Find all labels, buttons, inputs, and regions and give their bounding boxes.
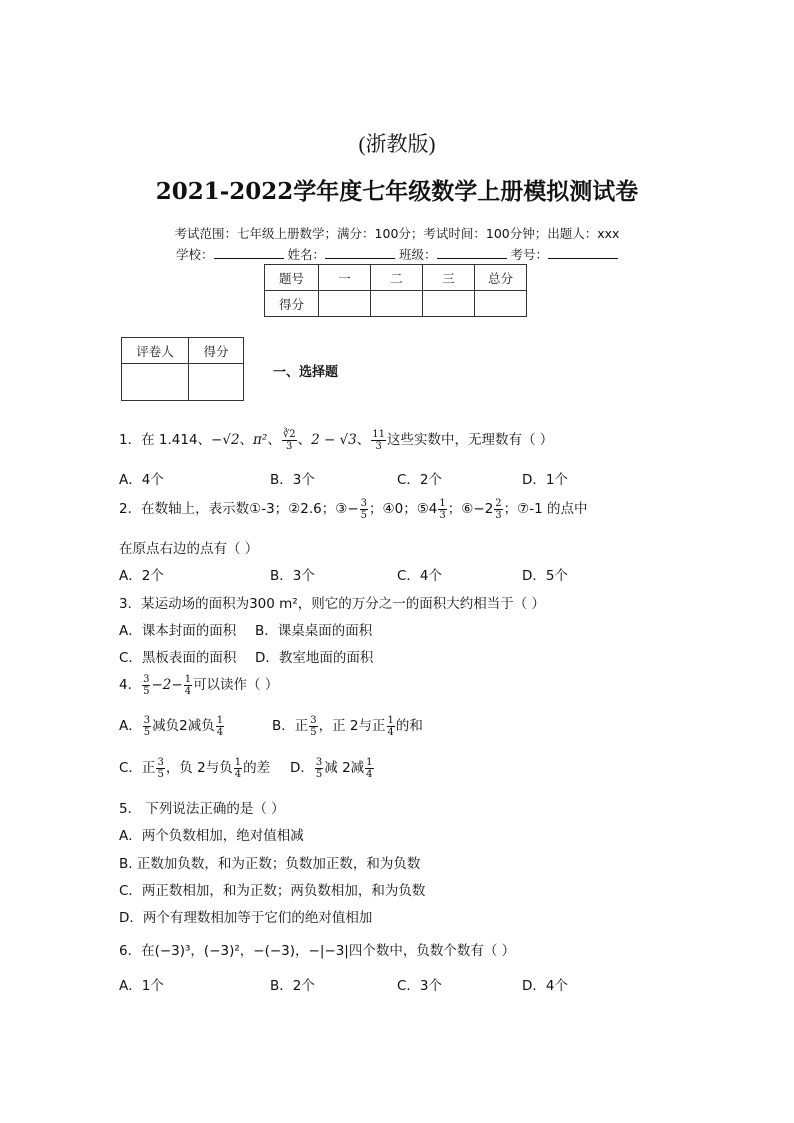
score-cell (423, 291, 475, 317)
q4-b-f2-den: 4 (387, 726, 394, 738)
grader-header: 评卷人 (122, 338, 189, 364)
q1-two-minus-sqrt3: 2 − √3 (311, 432, 357, 448)
q4-fraction-2 (184, 674, 192, 697)
q4-a-f1-num: 3 (143, 714, 151, 726)
score-header: 总分 (475, 265, 527, 291)
name-label: 姓名： (287, 247, 325, 262)
q3-option-d[interactable]: D．教室地面的面积 (255, 650, 374, 666)
q1-cbrt-num: ∛2 (282, 428, 296, 440)
q4-b-f1-num: 3 (310, 714, 317, 726)
q1-neg-sqrt2: −√2 (211, 432, 240, 448)
class-label: 班级： (398, 247, 437, 262)
student-info-row (0, 245, 794, 263)
section-title: 一、选择题 (273, 365, 339, 380)
q5-option-c[interactable]: C．两正数相加，和为正数；两负数相加，和为负数 (119, 883, 426, 899)
q4-c-f1-den: 5 (157, 768, 164, 780)
school-blank[interactable] (214, 246, 284, 259)
q4-option-b[interactable] (272, 714, 423, 738)
q4-a-f1-den: 5 (143, 726, 151, 738)
q2-f1-num: 3 (360, 497, 368, 509)
q5-option-a[interactable]: A．两个负数相加，绝对值相减 (119, 828, 304, 844)
q2-text: ；④0；⑤4 (369, 501, 438, 517)
question-5: 5． 下列说法正确的是（ ） (119, 801, 285, 817)
grader-cell (122, 364, 189, 401)
q1-sep: 、 (267, 432, 281, 448)
q3-option-a[interactable]: A．课本封面的面积 (119, 623, 237, 639)
q2-f1-den: 5 (360, 509, 368, 521)
q4-c-label: C．正 (119, 760, 156, 776)
q1-pi-squared: π² (253, 432, 268, 448)
q1-sep: 、 (239, 432, 254, 448)
school-label: 学校： (175, 247, 214, 262)
question-2 (119, 497, 588, 521)
exam-title: 2021-2022学年度七年级数学上册模拟测试卷 (155, 178, 639, 205)
q2-line-2: 在原点右边的点有（ ） (119, 541, 259, 557)
q5-option-d[interactable]: D．两个有理数相加等于它们的绝对值相加 (119, 910, 373, 926)
q4-a-label: A． (119, 718, 142, 734)
q1-frac-den: 3 (375, 440, 382, 452)
q2-fraction-1 (360, 498, 368, 521)
q2-text: ；⑦-1 的点中 (503, 501, 588, 517)
name-blank[interactable] (325, 246, 395, 259)
q6-option-a[interactable]: A．1个 (119, 978, 164, 994)
q4-d-f1-den: 5 (315, 768, 323, 780)
q2-option-b[interactable]: B．3个 (270, 568, 315, 584)
score-cell (319, 291, 371, 317)
q2-f2-den: 3 (439, 509, 446, 521)
q1-sep: 、 (297, 432, 312, 448)
score-header: 二 (371, 265, 423, 291)
q1-option-a[interactable]: A．4个 (119, 472, 164, 488)
grader-header: 得分 (189, 338, 244, 364)
q4-d-f1-num: 3 (315, 756, 323, 768)
q6-option-b[interactable]: B．2个 (270, 978, 315, 994)
q4-c-suffix: 的差 (243, 760, 271, 776)
q4-d-f2-den: 4 (366, 768, 373, 780)
q4-b-suffix: 的和 (395, 718, 423, 734)
edition-subtitle: (浙教版) (358, 132, 436, 156)
q4-d-f2-num: 1 (366, 756, 373, 768)
q6-option-c[interactable]: C．3个 (397, 978, 443, 994)
q4-a-f2-den: 4 (216, 726, 224, 738)
question-3: 3．某运动场的面积为300 m²，则它的万分之一的面积大约相当于（ ） (119, 596, 546, 612)
q4-f2-num: 1 (184, 673, 192, 685)
q4-fraction-1 (142, 674, 150, 697)
q2-f2-num: 1 (439, 497, 446, 509)
score-cell (371, 291, 423, 317)
score-row-label: 得分 (265, 291, 319, 317)
q4-a-text: 减负2减负 (152, 718, 215, 734)
q4-b-label: B．正 (272, 718, 309, 734)
q4-d-fraction-1 (315, 757, 323, 780)
q4-option-d[interactable] (290, 756, 375, 780)
q1-option-c[interactable]: C．2个 (397, 472, 443, 488)
q4-c-f2-den: 4 (234, 768, 242, 780)
q1-cbrt-den: 3 (286, 440, 293, 452)
grader-table (121, 337, 244, 401)
q4-suffix: 可以读作（ ） (193, 677, 279, 693)
q3-option-c[interactable]: C．黑板表面的面积 (119, 650, 237, 666)
score-header: 题号 (265, 265, 319, 291)
q4-d-fraction-2 (365, 757, 373, 780)
q4-c-fraction-2 (234, 757, 242, 780)
q4-a-fraction-2 (216, 715, 224, 738)
number-label: 考号： (510, 247, 548, 262)
q2-text: ；⑥−2 (447, 501, 494, 517)
grader-cell (189, 364, 244, 401)
q3-option-b[interactable]: B．课桌桌面的面积 (255, 623, 373, 639)
q4-c-f2-num: 1 (234, 756, 242, 768)
q4-b-text: ，正 2与正 (318, 718, 386, 734)
q1-sep: 、 (356, 432, 371, 448)
q4-b-f1-den: 5 (310, 726, 317, 738)
number-blank[interactable] (548, 246, 618, 259)
q1-fraction (371, 429, 386, 452)
q5-option-b[interactable]: B. 正数加负数，和为正数；负数加正数，和为负数 (119, 856, 421, 872)
q4-b-f2-num: 1 (387, 714, 394, 726)
q4-f1-num: 3 (143, 673, 150, 685)
question-4 (119, 673, 278, 697)
q2-fraction-2 (438, 498, 446, 521)
q1-option-d[interactable]: D．1个 (522, 472, 568, 488)
q1-option-b[interactable]: B．3个 (270, 472, 315, 488)
q2-f3-den: 3 (495, 509, 502, 521)
q4-d-label: D． (290, 760, 314, 776)
score-cell (475, 291, 527, 317)
q4-c-fraction-1 (156, 757, 164, 780)
q1-suffix: 这些实数中，无理数有（ ） (387, 432, 554, 448)
q1-frac-num: 11 (372, 428, 385, 440)
q4-option-c[interactable] (119, 756, 270, 780)
q4-b-fraction-2 (387, 715, 395, 738)
score-table (264, 264, 527, 317)
exam-info: 考试范围：七年级上册数学；满分：100分；考试时间：100分钟；出题人：xxx (174, 226, 620, 241)
question-6: 6．在(−3)³，(−3)²，−(−3)，−|−3|四个数中，负数个数有（ ） (119, 943, 516, 959)
q4-c-f1-num: 3 (157, 756, 164, 768)
q4-option-a[interactable] (119, 714, 225, 738)
q2-fraction-3 (494, 498, 502, 521)
class-blank[interactable] (437, 246, 507, 259)
q2-f3-num: 2 (495, 497, 502, 509)
q4-mid: −2− (151, 677, 183, 693)
score-header: 一 (319, 265, 371, 291)
q4-a-fraction-1 (143, 715, 151, 738)
score-header: 三 (423, 265, 475, 291)
q2-text: 2．在数轴上，表示数①-3；②2.6；③− (119, 501, 359, 517)
q1-cbrt-fraction (282, 429, 297, 452)
q4-prefix: 4． (119, 677, 142, 693)
q4-f1-den: 5 (143, 685, 150, 697)
q6-option-d[interactable]: D．4个 (522, 978, 568, 994)
q2-option-d[interactable]: D．5个 (522, 568, 568, 584)
q4-b-fraction-1 (309, 715, 317, 738)
q4-d-text: 减 2减 (324, 760, 365, 776)
q4-f2-den: 4 (184, 685, 192, 697)
q4-c-text: ，负 2与负 (165, 760, 233, 776)
q4-a-f2-num: 1 (216, 714, 224, 726)
question-1 (119, 428, 553, 452)
q2-option-a[interactable]: A．2个 (119, 568, 164, 584)
q1-prefix: 1．在 1.414、 (119, 432, 212, 448)
q2-option-c[interactable]: C．4个 (397, 568, 443, 584)
